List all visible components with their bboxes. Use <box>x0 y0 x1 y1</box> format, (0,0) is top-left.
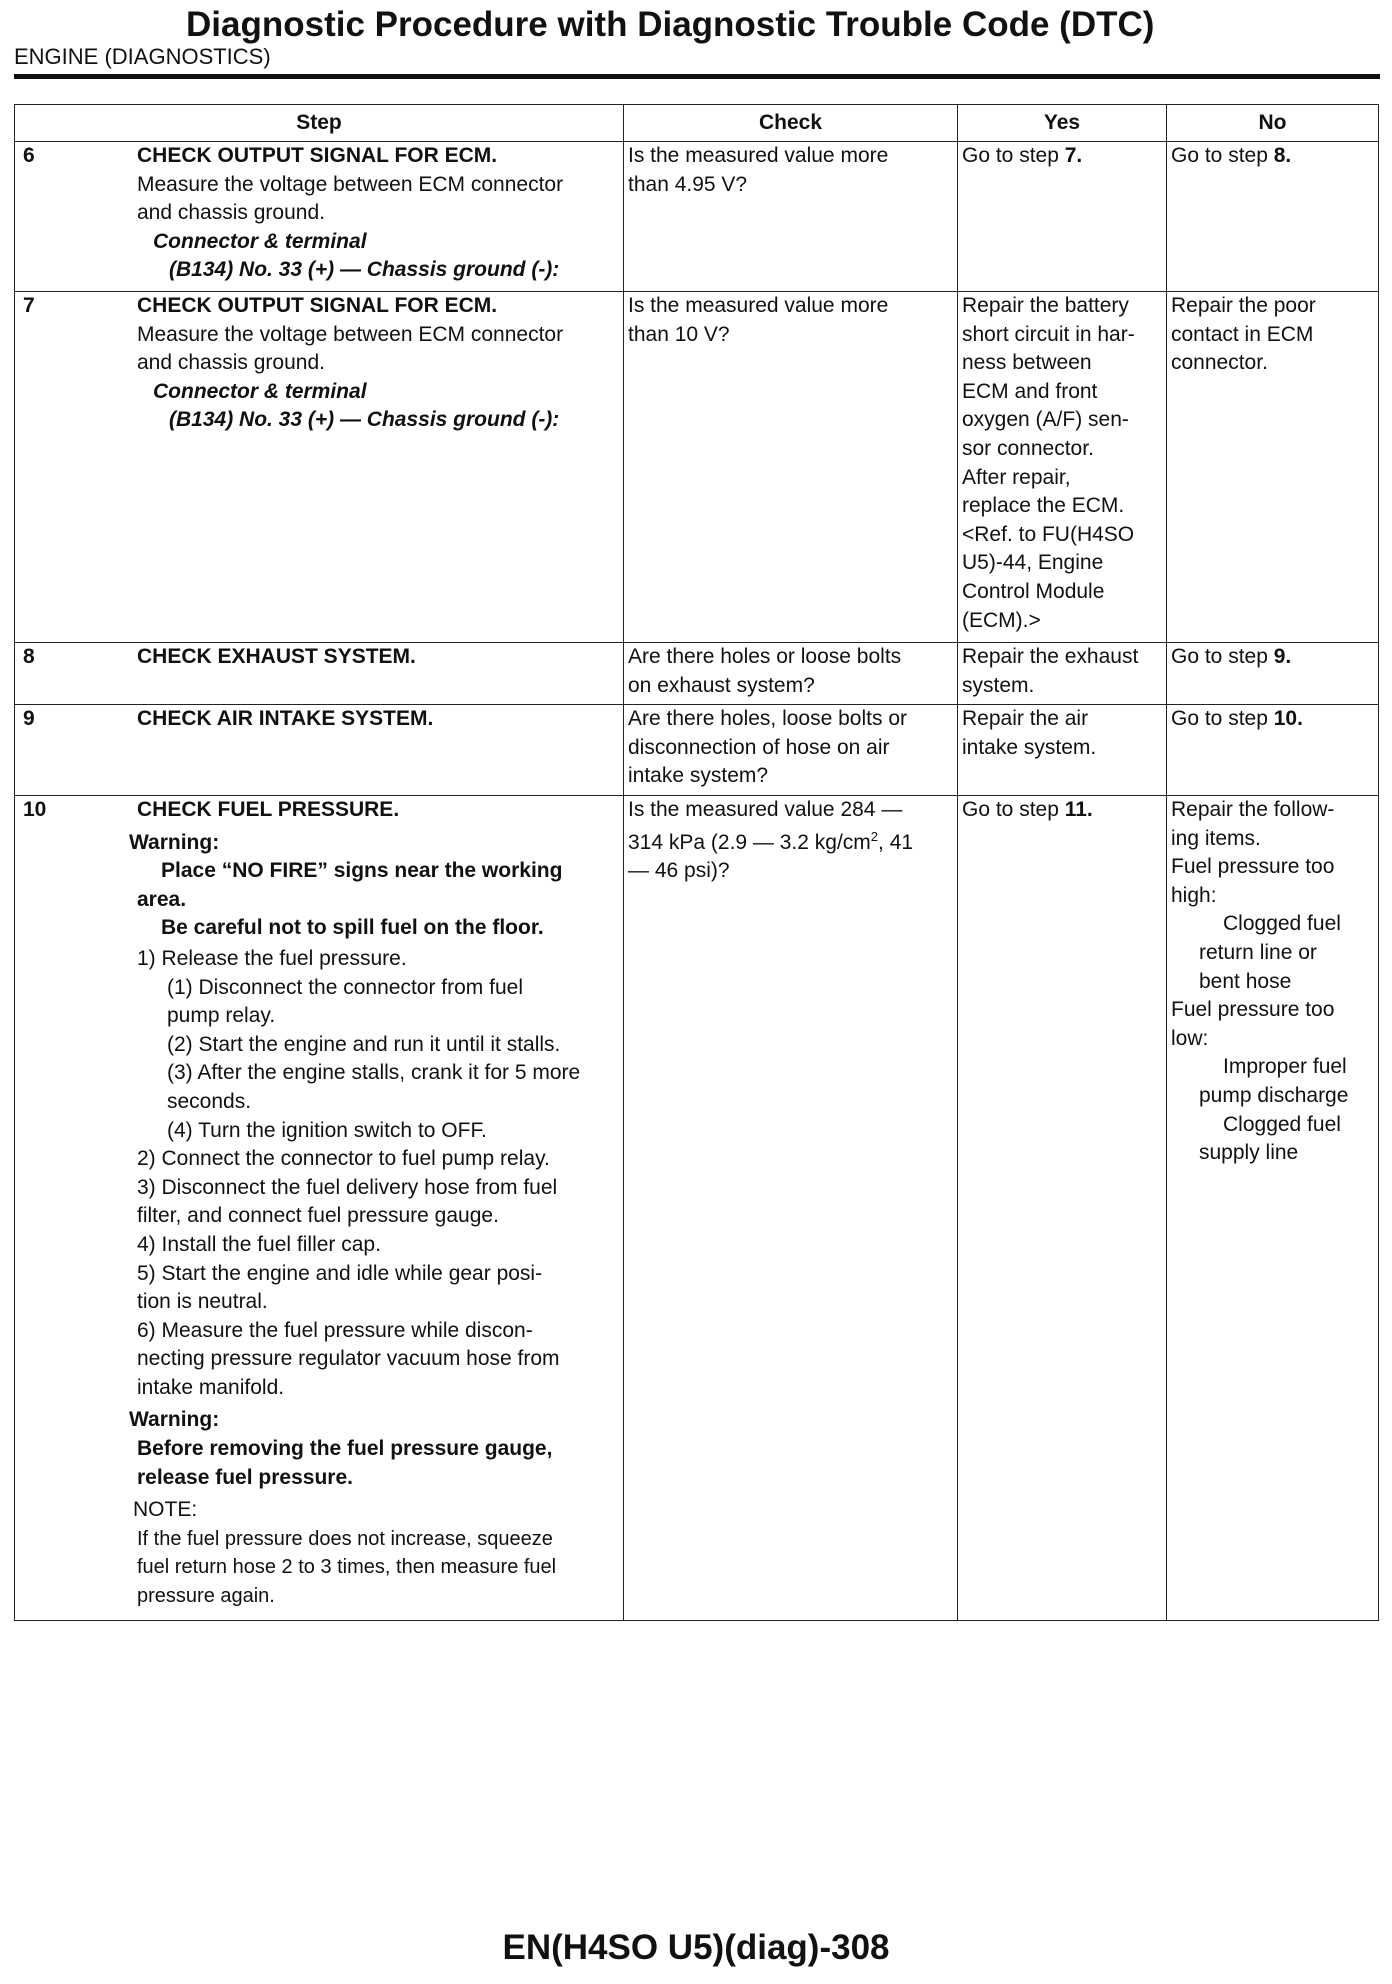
goto-text: Go to step <box>1171 707 1274 730</box>
warning-text: area. <box>137 887 187 911</box>
step-cell <box>15 643 624 705</box>
goto-step-number: 10. <box>1273 707 1303 730</box>
check-text: , 41 <box>878 830 914 854</box>
step-cell <box>15 796 624 1621</box>
procedure-list <box>137 945 615 1403</box>
connector-label: Connector & terminal <box>153 229 367 253</box>
no-line: return line or <box>1199 940 1317 964</box>
warning-text: release fuel pressure. <box>137 1465 353 1489</box>
check-cell <box>624 705 958 796</box>
procedure-line: pump relay. <box>167 1004 276 1028</box>
yes-line: Repair the air <box>962 707 1089 730</box>
no-line: Fuel pressure too <box>1171 855 1335 879</box>
superscript: 2 <box>870 828 879 844</box>
dtc-table <box>14 104 1379 1621</box>
no-cell <box>1167 796 1379 1621</box>
step-title: CHECK OUTPUT SIGNAL FOR ECM. <box>137 294 498 317</box>
header-yes: Yes <box>958 105 1167 142</box>
table-row-step-7 <box>15 292 1379 643</box>
step-title: CHECK FUEL PRESSURE. <box>137 798 400 821</box>
warning-block-2 <box>129 1406 615 1492</box>
check-line: than 10 V? <box>628 322 730 346</box>
procedure-line: tion is neutral. <box>137 1290 268 1314</box>
no-cell <box>1167 643 1379 705</box>
yes-line: replace the ECM. <box>962 494 1125 518</box>
note-text: pressure again. <box>137 1585 275 1608</box>
table-row-step-9 <box>15 705 1379 796</box>
procedure-line: seconds. <box>167 1089 252 1113</box>
no-line: supply line <box>1199 1141 1299 1165</box>
no-cell <box>1167 705 1379 796</box>
check-cell <box>624 796 958 1621</box>
no-cell <box>1167 142 1379 292</box>
check-line: — 46 psi)? <box>628 859 730 883</box>
goto-step-number: 8. <box>1273 144 1292 167</box>
step-number: 10 <box>23 798 47 821</box>
yes-line: After repair, <box>962 465 1071 489</box>
yes-line: <Ref. to FU(H4SO <box>962 522 1135 546</box>
yes-line: (ECM).> <box>962 608 1041 632</box>
step-number: 8 <box>23 645 35 668</box>
warning-label: Warning: <box>129 1408 220 1432</box>
yes-line: Control Module <box>962 579 1105 603</box>
procedure-line: (4) Turn the ignition switch to OFF. <box>167 1118 487 1142</box>
check-line: disconnection of hose on air <box>628 735 890 759</box>
procedure-line: necting pressure regulator vacuum hose from <box>137 1347 560 1371</box>
procedure-line: (1) Disconnect the connector from fuel <box>167 975 523 999</box>
step-desc-line: and chassis ground. <box>137 201 325 225</box>
check-line <box>628 829 953 858</box>
no-line: low: <box>1171 1026 1209 1050</box>
step-title: CHECK EXHAUST SYSTEM. <box>137 645 416 668</box>
connector-terminal: (B134) No. 33 (+) — Chassis ground (-): <box>169 258 560 282</box>
check-line: than 4.95 V? <box>628 172 748 196</box>
check-line: Is the measured value more <box>628 294 889 317</box>
note-label: NOTE: <box>133 1498 198 1522</box>
yes-line: U5)-44, Engine <box>962 551 1104 575</box>
no-line: contact in ECM <box>1171 322 1314 346</box>
step-desc-line: Measure the voltage between ECM connector <box>137 172 564 196</box>
goto-step-number: 7. <box>1064 144 1083 167</box>
table-row-step-10 <box>15 796 1379 1621</box>
yes-line: ness between <box>962 351 1092 375</box>
title-rule <box>14 74 1380 79</box>
yes-line: intake system. <box>962 735 1097 759</box>
no-line: Fuel pressure too <box>1171 998 1335 1022</box>
goto-text: Go to step <box>962 798 1065 821</box>
step-title: CHECK OUTPUT SIGNAL FOR ECM. <box>137 144 498 167</box>
no-line: Repair the follow- <box>1171 798 1335 821</box>
step-number: 9 <box>23 707 35 730</box>
procedure-line: 1) Release the fuel pressure. <box>137 946 407 970</box>
connector-label: Connector & terminal <box>153 379 367 403</box>
no-line: Clogged fuel <box>1223 1112 1341 1136</box>
step-cell <box>15 142 624 292</box>
step-desc-line: Measure the voltage between ECM connector <box>137 322 564 346</box>
connector-terminal: (B134) No. 33 (+) — Chassis ground (-): <box>169 408 560 432</box>
no-line: Repair the poor <box>1171 294 1316 317</box>
table-row-step-8 <box>15 643 1379 705</box>
warning-block <box>129 829 615 943</box>
page-footer: EN(H4SO U5)(diag)-308 <box>502 1928 890 1967</box>
procedure-line: 6) Measure the fuel pressure while discon- <box>137 1318 533 1342</box>
page-title: Diagnostic Procedure with Diagnostic Trouble Code (DTC) <box>186 5 1155 44</box>
procedure-line: 2) Connect the connector to fuel pump relay. <box>137 1147 550 1171</box>
yes-cell <box>958 142 1167 292</box>
note-text: If the fuel pressure does not increase, squeeze <box>137 1527 553 1550</box>
step-number: 6 <box>23 144 35 167</box>
check-text: 314 kPa (2.9 — 3.2 kg/cm <box>628 830 871 854</box>
step-title: CHECK AIR INTAKE SYSTEM. <box>137 707 434 730</box>
goto-text: Go to step <box>962 144 1065 167</box>
yes-line: ECM and front <box>962 379 1098 403</box>
yes-line: oxygen (A/F) sen- <box>962 408 1129 432</box>
table-header-row <box>15 105 1379 142</box>
section-label: ENGINE (DIAGNOSTICS) <box>14 44 271 69</box>
yes-line: Repair the exhaust <box>962 645 1139 668</box>
no-line: Clogged fuel <box>1223 912 1341 936</box>
yes-cell <box>958 643 1167 705</box>
warning-text: Be careful not to spill fuel on the floor. <box>161 916 544 940</box>
header-step: Step <box>15 105 624 142</box>
procedure-line: (2) Start the engine and run it until it stalls. <box>167 1032 561 1056</box>
procedure-line: filter, and connect fuel pressure gauge. <box>137 1204 499 1228</box>
check-line: Is the measured value more <box>628 144 889 167</box>
step-desc-line: and chassis ground. <box>137 351 325 375</box>
goto-step-number: 11. <box>1064 798 1093 821</box>
yes-cell <box>958 292 1167 643</box>
check-cell <box>624 643 958 705</box>
check-cell <box>624 292 958 643</box>
header-check: Check <box>624 105 958 142</box>
no-cell <box>1167 292 1379 643</box>
step-cell <box>15 292 624 643</box>
note-block <box>133 1496 615 1610</box>
no-line: ing items. <box>1171 826 1261 850</box>
yes-line: short circuit in har- <box>962 322 1135 346</box>
procedure-line: (3) After the engine stalls, crank it for 5 more <box>167 1061 581 1085</box>
procedure-line: 3) Disconnect the fuel delivery hose from fuel <box>137 1175 558 1199</box>
yes-line: sor connector. <box>962 436 1094 460</box>
header-no: No <box>1167 105 1379 142</box>
goto-text: Go to step <box>1171 144 1274 167</box>
check-line: Is the measured value 284 — <box>628 798 903 821</box>
procedure-line: 5) Start the engine and idle while gear posi- <box>137 1261 543 1285</box>
check-line: Are there holes, loose bolts or <box>628 707 907 730</box>
no-line: Improper fuel <box>1223 1055 1347 1079</box>
yes-line: system. <box>962 673 1035 697</box>
yes-cell <box>958 705 1167 796</box>
note-text: fuel return hose 2 to 3 times, then measure fuel <box>137 1556 557 1579</box>
goto-step-number: 9. <box>1273 645 1292 668</box>
warning-label: Warning: <box>129 830 220 854</box>
warning-text: Before removing the fuel pressure gauge, <box>137 1437 553 1461</box>
procedure-line: 4) Install the fuel filler cap. <box>137 1232 381 1256</box>
step-cell <box>15 705 624 796</box>
no-line: high: <box>1171 883 1217 907</box>
procedure-line: intake manifold. <box>137 1375 285 1399</box>
yes-line: Repair the battery <box>962 294 1129 317</box>
check-line: intake system? <box>628 764 769 788</box>
no-line: pump discharge <box>1199 1083 1349 1107</box>
no-line: bent hose <box>1199 969 1292 993</box>
warning-text: Place “NO FIRE” signs near the working <box>161 859 563 883</box>
no-line: connector. <box>1171 351 1268 375</box>
check-line: Are there holes or loose bolts <box>628 645 902 668</box>
table-row-step-6 <box>15 142 1379 292</box>
check-cell <box>624 142 958 292</box>
check-line: on exhaust system? <box>628 673 815 697</box>
goto-text: Go to step <box>1171 645 1274 668</box>
step-number: 7 <box>23 294 35 317</box>
yes-cell <box>958 796 1167 1621</box>
